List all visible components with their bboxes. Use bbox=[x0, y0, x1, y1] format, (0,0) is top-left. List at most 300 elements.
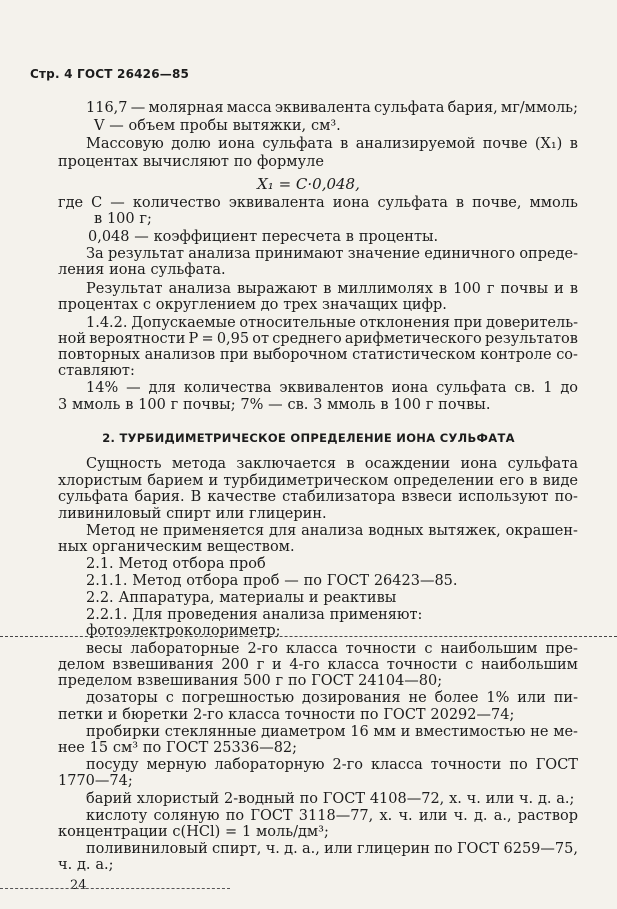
footer-rule bbox=[0, 888, 230, 889]
word: почвы. bbox=[438, 397, 491, 413]
word: не bbox=[530, 724, 549, 740]
word: г bbox=[275, 673, 284, 689]
word: коэффициент bbox=[153, 229, 258, 245]
word: 2-го bbox=[247, 641, 278, 657]
word: виде bbox=[542, 473, 578, 489]
word: ставляют: bbox=[58, 363, 135, 379]
text-line bbox=[58, 657, 578, 673]
word: 3118—77, bbox=[298, 808, 374, 824]
text-line bbox=[58, 262, 578, 278]
word: миллимолях bbox=[337, 281, 433, 297]
word: глицерин. bbox=[249, 506, 327, 522]
text-line bbox=[86, 380, 578, 396]
word: применяют: bbox=[329, 607, 423, 623]
word: органическим bbox=[92, 539, 203, 555]
word: мерную bbox=[146, 757, 207, 773]
word: сульфата bbox=[377, 195, 448, 211]
word: по bbox=[233, 154, 253, 170]
text-line bbox=[58, 297, 578, 313]
text-line bbox=[94, 211, 578, 227]
formula: X₁ = C·0,048, bbox=[257, 175, 360, 193]
word: вычисляют bbox=[142, 154, 229, 170]
text-line bbox=[58, 154, 578, 170]
word: 25336—82; bbox=[213, 740, 298, 756]
word: ГОСТ bbox=[311, 673, 354, 689]
word: д. bbox=[537, 791, 552, 807]
word: ных bbox=[58, 539, 88, 555]
word: округлением bbox=[155, 297, 256, 313]
text-line bbox=[86, 523, 578, 539]
word: веществом. bbox=[206, 539, 295, 555]
word: значение bbox=[347, 246, 420, 262]
word: 26423—85. bbox=[373, 573, 458, 589]
word: ГОСТ bbox=[383, 707, 426, 723]
word: 1.4.2. bbox=[86, 315, 128, 331]
word: относительные bbox=[239, 315, 356, 331]
text-line bbox=[58, 740, 578, 756]
word: выражают bbox=[236, 281, 318, 297]
word: c(HCl) bbox=[172, 824, 221, 840]
word: ГОСТ bbox=[166, 740, 209, 756]
word: осаждении bbox=[364, 456, 451, 472]
word: 1 bbox=[241, 824, 252, 840]
word: спирт bbox=[166, 506, 211, 522]
word: процентах bbox=[58, 154, 139, 170]
word: используют bbox=[458, 489, 549, 505]
word: объем bbox=[128, 118, 176, 134]
text-line bbox=[58, 397, 578, 413]
word: Метод bbox=[118, 556, 168, 572]
word: и bbox=[208, 473, 219, 489]
word: со- bbox=[556, 347, 578, 363]
word: ч. bbox=[518, 791, 534, 807]
text-line bbox=[86, 315, 578, 331]
word: г bbox=[486, 281, 495, 297]
word: класса bbox=[370, 757, 423, 773]
word: в bbox=[438, 281, 448, 297]
word: посуду bbox=[86, 757, 139, 773]
word: д. bbox=[76, 857, 91, 873]
word: в bbox=[345, 229, 354, 245]
word: стабилизатора bbox=[282, 489, 396, 505]
word: пересчета bbox=[261, 229, 341, 245]
page-number: 24 bbox=[70, 878, 87, 893]
word: концентрации bbox=[58, 824, 168, 840]
word: кислоту bbox=[86, 808, 148, 824]
word: выборочном bbox=[253, 347, 348, 363]
word: 4108—72, bbox=[369, 791, 445, 807]
word: 1% bbox=[486, 690, 510, 706]
word: с bbox=[424, 641, 433, 657]
word: статистическом bbox=[352, 347, 476, 363]
word: (X₁) bbox=[534, 136, 563, 152]
word: 7% bbox=[240, 397, 264, 413]
word: пробирки bbox=[86, 724, 161, 740]
word: взвешивания bbox=[137, 673, 239, 689]
word: 2.1. bbox=[86, 556, 114, 572]
word: В bbox=[190, 489, 202, 505]
word: ГОСТ bbox=[322, 791, 366, 807]
word: в bbox=[94, 211, 103, 227]
word: 200 bbox=[221, 657, 250, 673]
word: с bbox=[465, 657, 474, 673]
word: а.; bbox=[556, 791, 575, 807]
word: процентах bbox=[58, 297, 139, 313]
word: или bbox=[215, 506, 245, 522]
word: поливиниловый bbox=[86, 841, 208, 857]
word: мм bbox=[373, 724, 396, 740]
text-line bbox=[58, 673, 578, 689]
word: отбора bbox=[172, 556, 225, 572]
word: отклонения bbox=[359, 315, 451, 331]
word: ммоль bbox=[327, 397, 376, 413]
word: барием bbox=[147, 473, 204, 489]
word: 2-го bbox=[192, 707, 224, 723]
text-line bbox=[86, 841, 578, 857]
word: контроле bbox=[480, 347, 552, 363]
word: 2-водный bbox=[223, 791, 295, 807]
word: моль/дм³; bbox=[255, 824, 329, 840]
word: по bbox=[299, 791, 318, 807]
word: и bbox=[554, 281, 564, 297]
word: Массовую bbox=[86, 136, 164, 152]
word: ч. bbox=[58, 857, 73, 873]
word: вместимостью bbox=[415, 724, 526, 740]
word: пределом bbox=[58, 673, 133, 689]
text-line bbox=[86, 281, 578, 297]
word: качестве bbox=[207, 489, 277, 505]
word: 1 bbox=[543, 380, 553, 396]
word: спирт, bbox=[212, 841, 262, 857]
word: более bbox=[434, 690, 479, 706]
word: результат bbox=[107, 246, 185, 262]
word: ммоль bbox=[529, 195, 578, 211]
text-line bbox=[86, 808, 578, 824]
word: 20292—74; bbox=[430, 707, 515, 723]
word: Метод bbox=[86, 523, 136, 539]
word: 1770—74; bbox=[58, 773, 133, 789]
word: ГОСТ bbox=[250, 808, 293, 824]
text-line bbox=[86, 690, 578, 706]
word: при bbox=[453, 315, 483, 331]
word: ч. bbox=[398, 808, 413, 824]
word: лабораторные bbox=[130, 641, 240, 657]
word: 15 bbox=[89, 740, 109, 756]
word: с bbox=[165, 690, 174, 706]
word: погрешностью bbox=[181, 690, 295, 706]
word: проб bbox=[229, 556, 266, 572]
word: по bbox=[225, 808, 245, 824]
word: За bbox=[86, 246, 104, 262]
word: ливиниловый bbox=[58, 506, 162, 522]
word: х. bbox=[449, 791, 462, 807]
word: значащих bbox=[322, 297, 398, 313]
word: цифр. bbox=[402, 297, 447, 313]
word: эквивалента bbox=[228, 195, 325, 211]
word: точности bbox=[345, 641, 417, 657]
word: ГОСТ bbox=[456, 841, 500, 857]
word: см³ bbox=[112, 740, 139, 756]
word: 6259—75, bbox=[503, 841, 578, 857]
text-line bbox=[58, 857, 578, 873]
word: соляную bbox=[153, 808, 220, 824]
word: доверитель- bbox=[486, 315, 578, 331]
word: х. bbox=[379, 808, 393, 824]
word: ГОСТ bbox=[326, 573, 370, 589]
word: не bbox=[408, 690, 427, 706]
word: иона bbox=[460, 456, 498, 472]
word: иона bbox=[391, 380, 429, 396]
word: наибольшим bbox=[480, 657, 578, 673]
text-line bbox=[58, 773, 578, 789]
word: ме- bbox=[553, 724, 578, 740]
word: сульфата. bbox=[150, 262, 226, 278]
word: бюретки bbox=[122, 707, 189, 723]
word: до bbox=[560, 380, 578, 396]
word: единичного bbox=[424, 246, 516, 262]
word: опреде- bbox=[519, 246, 578, 262]
word: количества bbox=[183, 380, 272, 396]
word: ч. bbox=[466, 791, 481, 807]
word: 2.1.1. bbox=[86, 573, 128, 589]
word: заключается bbox=[236, 456, 336, 472]
word: по bbox=[434, 841, 453, 857]
word: св. bbox=[514, 380, 536, 396]
text-line bbox=[58, 539, 578, 555]
word: = bbox=[201, 331, 214, 347]
word: молярная bbox=[148, 100, 224, 116]
word: — bbox=[130, 100, 146, 116]
word: дозирования bbox=[302, 690, 401, 706]
word: с bbox=[142, 297, 151, 313]
word: почве, bbox=[472, 195, 522, 211]
word: класса bbox=[327, 657, 380, 673]
word: по bbox=[360, 707, 379, 723]
text-line bbox=[86, 623, 578, 639]
word: фотоэлектроколориметр; bbox=[86, 623, 281, 639]
word: окрашен- bbox=[505, 523, 578, 539]
word: водных bbox=[368, 523, 424, 539]
word: сульфата bbox=[507, 456, 578, 472]
word: = bbox=[225, 824, 238, 840]
text-line bbox=[94, 118, 578, 134]
word: по bbox=[509, 757, 528, 773]
word: вытяжек, bbox=[428, 523, 501, 539]
word: мг/ммоль; bbox=[500, 100, 578, 116]
word: вероятности bbox=[89, 331, 186, 347]
word: ления bbox=[58, 262, 105, 278]
text-line bbox=[58, 824, 578, 840]
word: 24104—80; bbox=[358, 673, 443, 689]
word: формуле bbox=[256, 154, 324, 170]
section-heading: 2. ТУРБИДИМЕТРИЧЕСКОЕ ОПРЕДЕЛЕНИЕ ИОНА СУЛЬФАТА bbox=[102, 431, 515, 445]
word: материалы bbox=[219, 590, 305, 606]
text-line bbox=[86, 724, 578, 740]
word: сульфата bbox=[436, 380, 507, 396]
word: петки bbox=[58, 707, 103, 723]
word: его bbox=[499, 473, 525, 489]
word: 4-го bbox=[289, 657, 320, 673]
word: — bbox=[110, 195, 125, 211]
word: нее bbox=[58, 740, 85, 756]
word: в bbox=[340, 136, 349, 152]
word: Аппаратура, bbox=[118, 590, 215, 606]
word: или bbox=[517, 690, 546, 706]
word: иона bbox=[332, 195, 370, 211]
word: — bbox=[268, 397, 283, 413]
word: — bbox=[109, 118, 124, 134]
word: Метод bbox=[132, 573, 182, 589]
text-line bbox=[58, 707, 578, 723]
word: определении bbox=[393, 473, 495, 489]
word: в bbox=[380, 397, 389, 413]
word: д. bbox=[284, 841, 298, 857]
word: см³. bbox=[310, 118, 341, 134]
word: проценты. bbox=[358, 229, 439, 245]
word: анализа bbox=[188, 246, 251, 262]
page-header: Стр. 4 ГОСТ 26426—85 bbox=[30, 67, 190, 81]
text-line bbox=[86, 556, 578, 572]
word: долю bbox=[171, 136, 211, 152]
word: ч. bbox=[265, 841, 280, 857]
word: повторных bbox=[58, 347, 140, 363]
word: — bbox=[134, 229, 149, 245]
word: глицерин bbox=[356, 841, 430, 857]
word: 14% bbox=[86, 380, 119, 396]
word: д. bbox=[473, 808, 488, 824]
word: пре- bbox=[545, 641, 578, 657]
word: где bbox=[58, 195, 84, 211]
word: барий bbox=[86, 791, 132, 807]
word: весы bbox=[86, 641, 123, 657]
word: делом bbox=[58, 657, 105, 673]
text-line bbox=[86, 573, 578, 589]
text-line bbox=[58, 473, 578, 489]
word: V bbox=[94, 118, 105, 134]
word: бария. bbox=[134, 489, 185, 505]
word: не bbox=[139, 523, 159, 539]
word: класса bbox=[228, 707, 281, 723]
word: пробы bbox=[179, 118, 228, 134]
word: эквивалентов bbox=[279, 380, 384, 396]
text-line bbox=[86, 100, 578, 116]
word: 2.2.1. bbox=[86, 607, 128, 623]
word: 500 bbox=[243, 673, 271, 689]
word: иона bbox=[109, 262, 146, 278]
word: и bbox=[271, 657, 282, 673]
word: а., bbox=[302, 841, 320, 857]
word: и bbox=[308, 590, 319, 606]
text-line bbox=[58, 347, 578, 363]
word: сульфата bbox=[58, 489, 129, 505]
word: раствор bbox=[517, 808, 578, 824]
text-line bbox=[86, 607, 578, 623]
text-line bbox=[58, 363, 578, 379]
word: анализируемой bbox=[355, 136, 476, 152]
word: Допускаемые bbox=[131, 315, 236, 331]
word: для bbox=[268, 523, 297, 539]
text-line bbox=[86, 791, 578, 807]
text-line bbox=[88, 229, 578, 245]
word: или bbox=[418, 808, 448, 824]
word: сульфата bbox=[262, 136, 333, 152]
word: принимают bbox=[254, 246, 344, 262]
word: вытяжки, bbox=[232, 118, 307, 134]
word: 100 bbox=[138, 397, 166, 413]
word: C bbox=[91, 195, 103, 211]
word: в bbox=[529, 473, 538, 489]
word: 100 bbox=[106, 211, 135, 227]
word: количество bbox=[132, 195, 221, 211]
word: P bbox=[188, 331, 199, 347]
word: 3 bbox=[58, 397, 68, 413]
word: класса bbox=[285, 641, 338, 657]
word: точности bbox=[430, 757, 502, 773]
text-line bbox=[86, 757, 578, 773]
word: взвеси bbox=[401, 489, 453, 505]
text-line bbox=[86, 136, 578, 152]
word: в bbox=[346, 456, 355, 472]
word: Для bbox=[132, 607, 163, 623]
word: в bbox=[455, 195, 465, 211]
word: взвешивания bbox=[112, 657, 214, 673]
word: почвы; bbox=[183, 397, 236, 413]
word: — bbox=[284, 573, 299, 589]
word: 3 bbox=[313, 397, 323, 413]
word: иона bbox=[218, 136, 255, 152]
word: среднего bbox=[272, 331, 342, 347]
word: почве bbox=[482, 136, 528, 152]
word: в bbox=[569, 281, 578, 297]
word: ммоль bbox=[72, 397, 121, 413]
word: наибольшим bbox=[440, 641, 538, 657]
word: Результат bbox=[86, 281, 163, 297]
word: хлористый bbox=[136, 791, 220, 807]
word: в bbox=[125, 397, 134, 413]
word: 0,048 bbox=[88, 229, 130, 245]
word: отбора bbox=[186, 573, 239, 589]
word: по bbox=[287, 673, 307, 689]
word: арифметического bbox=[344, 331, 482, 347]
word: г; bbox=[139, 211, 152, 227]
word: лабораторную bbox=[214, 757, 325, 773]
word: точности bbox=[284, 707, 356, 723]
text-line bbox=[58, 331, 578, 347]
word: 0,95 bbox=[216, 331, 250, 347]
text-line bbox=[86, 641, 578, 657]
word: диаметром bbox=[261, 724, 346, 740]
word: турбидиметрическом bbox=[223, 473, 389, 489]
word: 100 bbox=[453, 281, 481, 297]
word: или bbox=[324, 841, 353, 857]
word: 2-го bbox=[332, 757, 363, 773]
word: трех bbox=[283, 297, 318, 313]
word: анализа bbox=[168, 281, 231, 297]
word: эквивалента bbox=[274, 100, 371, 116]
text-line bbox=[86, 456, 578, 472]
word: в bbox=[569, 136, 578, 152]
text-line bbox=[86, 590, 578, 606]
text-line bbox=[58, 195, 578, 211]
word: ной bbox=[58, 331, 87, 347]
word: в bbox=[323, 281, 332, 297]
word: по- bbox=[554, 489, 578, 505]
word: почвы bbox=[500, 281, 549, 297]
word: св. bbox=[287, 397, 309, 413]
word: применяется bbox=[162, 523, 265, 539]
word: и bbox=[107, 707, 118, 723]
word: пи- bbox=[553, 690, 578, 706]
